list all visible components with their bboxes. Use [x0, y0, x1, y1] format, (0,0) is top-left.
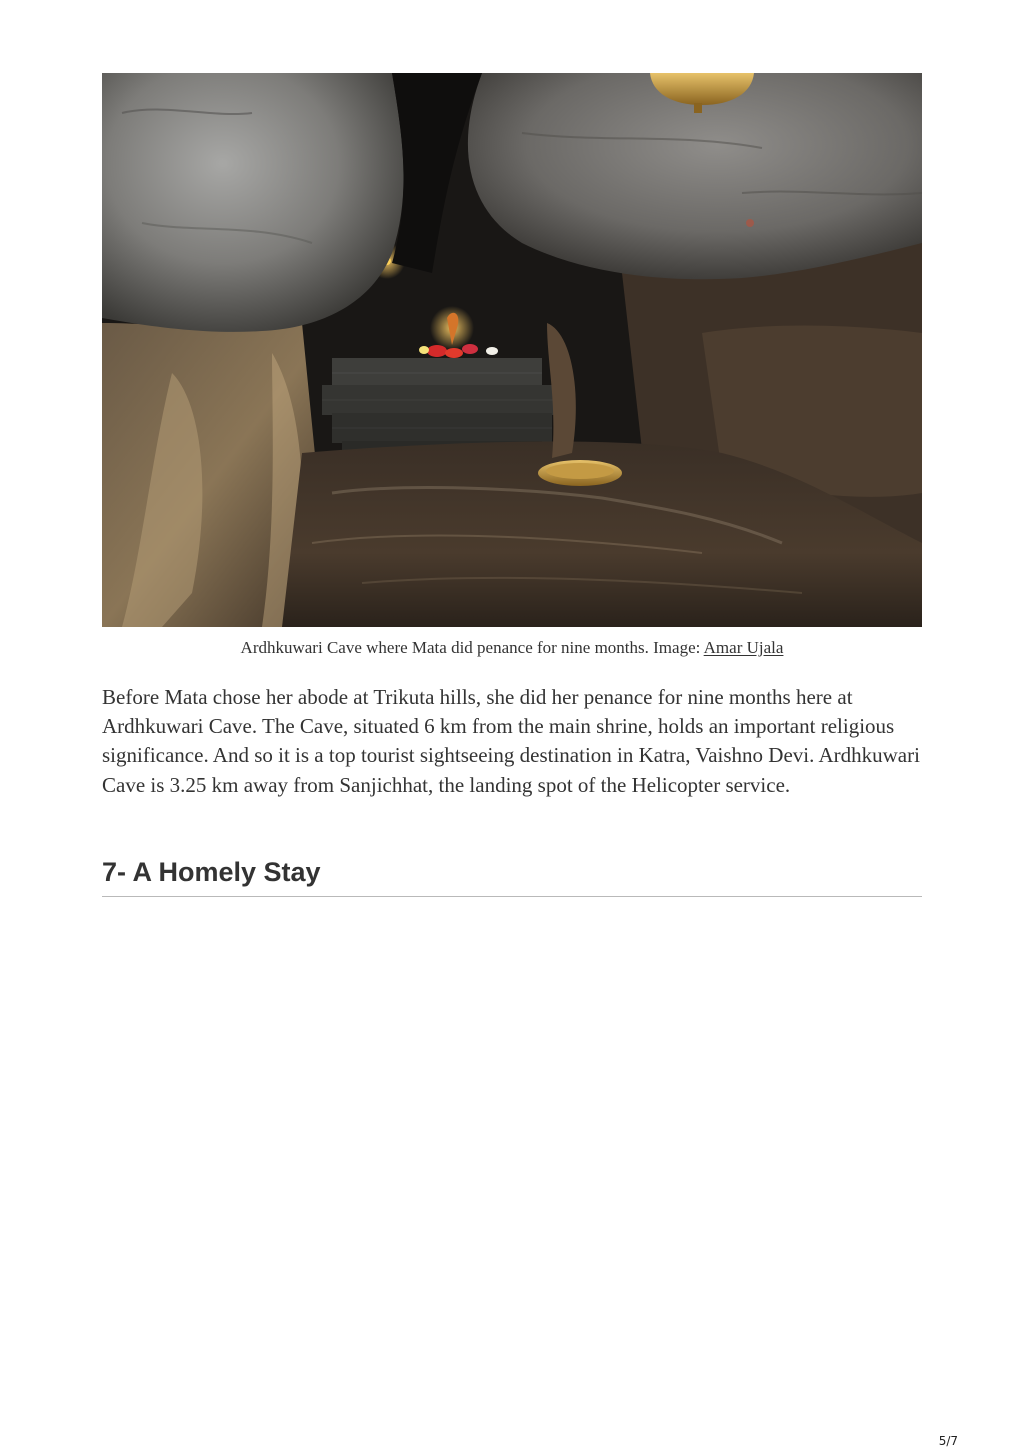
caption-source-link[interactable]: Amar Ujala — [703, 638, 784, 657]
page-number: 5/7 — [938, 1434, 958, 1448]
image-caption — [102, 637, 922, 659]
article-paragraph: Before Mata chose her abode at Trikuta hills, she did her penance for nine months here at Ardhkuwari Cave. The Cave, situated 6 km from the main shrine, holds an important religious significance. And so it is a top tourist sightseeing destination in Katra, Vaishno Devi. Ardhkuwari Cave is 3.25 km away from Sanjichhat, the landing spot of the Helicopter service. — [102, 685, 920, 797]
caption-text: Ardhkuwari Cave where Mata did penance for nine months. Image: — [240, 638, 704, 657]
cave-photo — [102, 73, 922, 627]
section-heading: 7- A Homely Stay — [102, 856, 922, 897]
